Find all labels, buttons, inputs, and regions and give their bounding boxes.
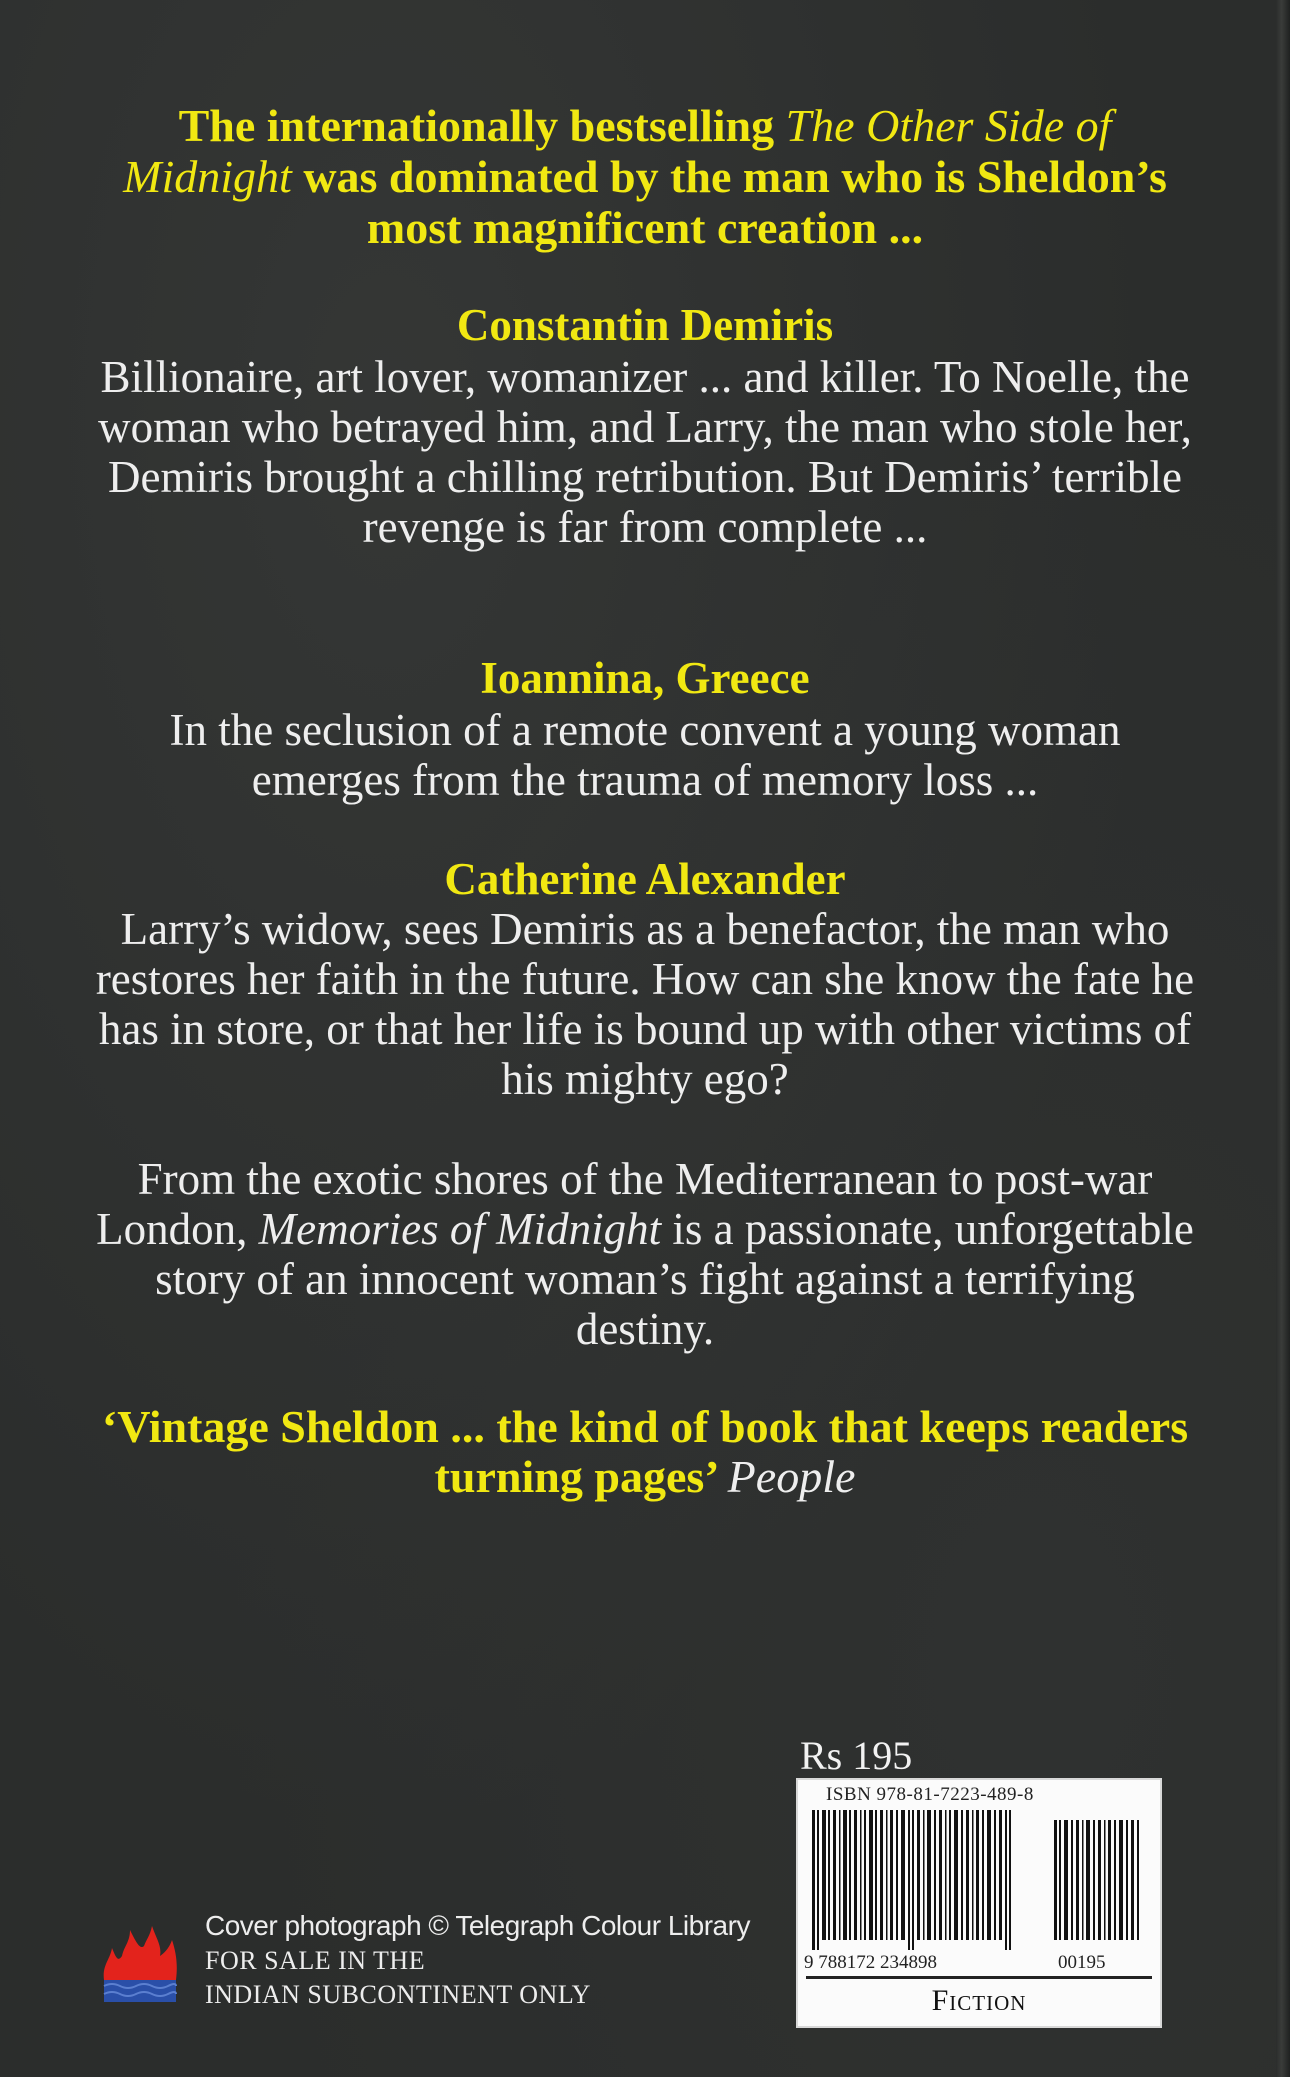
barcode-icon: [808, 1810, 1148, 1950]
isbn-text: ISBN 978-81-7223-489-8: [826, 1784, 1034, 1805]
section-body-ioannina: In the seclusion of a remote convent a young woman emerges from the trauma of memory loss ...: [169, 705, 1121, 805]
barcode-panel: [796, 1778, 1162, 2028]
section-body-demiris: Billionaire, art lover, womanizer ... and killer. To Noelle, the woman who betrayed him, and Larry, the man who stole her, Demiris brought a chilling retribution. But Demiris’ terrible revenge is far from complete ...: [98, 352, 1192, 552]
intro-part2: was dominated by the man who is Sheldon’s most magnificent creation ...: [291, 151, 1167, 253]
credits-block: [205, 1908, 750, 2012]
closing-book-title: Memories of Midnight: [258, 1204, 662, 1254]
closing-paragraph: [90, 1154, 1200, 1354]
divider: [806, 1976, 1152, 1979]
section-body-catherine: Larry’s widow, sees Demiris as a benefactor, the man who restores her faith in the future. How can she know the fate he has in store, or that her life is bound up with other victims of his mighty ego?: [95, 904, 1195, 1104]
intro-book-title: The Other Side of Midnight: [123, 100, 1112, 202]
barcode-number: 9 788172 234898: [804, 1952, 937, 1973]
sale-notice-line1: FOR SALE IN THE: [205, 1946, 426, 1975]
price-label: Rs 195: [800, 1733, 913, 1778]
closing-part1: From the exotic shores of the Mediterranean to post-war London,: [96, 1154, 1153, 1254]
quote-source: People: [727, 1451, 856, 1502]
flame-logo-icon: [100, 1920, 180, 2005]
quote-text: ‘Vintage Sheldon ... the kind of book that keeps readers turning pages’: [101, 1401, 1189, 1502]
sale-notice-line2: INDIAN SUBCONTINENT ONLY: [205, 1980, 591, 2009]
intro-blurb: [90, 100, 1200, 253]
section-heading-demiris: Constantin Demiris: [456, 300, 834, 350]
closing-part2: is a passionate, unforgettable story of an innocent woman’s fight against a terrifying destiny.: [155, 1204, 1194, 1354]
section-heading-catherine: Catherine Alexander: [444, 854, 846, 904]
photo-credit: Cover photograph © Telegraph Colour Library: [205, 1910, 750, 1941]
spine-edge: [1276, 0, 1290, 2077]
category-label: Fiction: [931, 1984, 1027, 2017]
intro-part1: The internationally bestselling: [178, 100, 786, 151]
barcode-addon: 00195: [1058, 1952, 1106, 1973]
section-heading-ioannina: Ioannina, Greece: [480, 653, 810, 703]
review-quote: [90, 1402, 1200, 1502]
